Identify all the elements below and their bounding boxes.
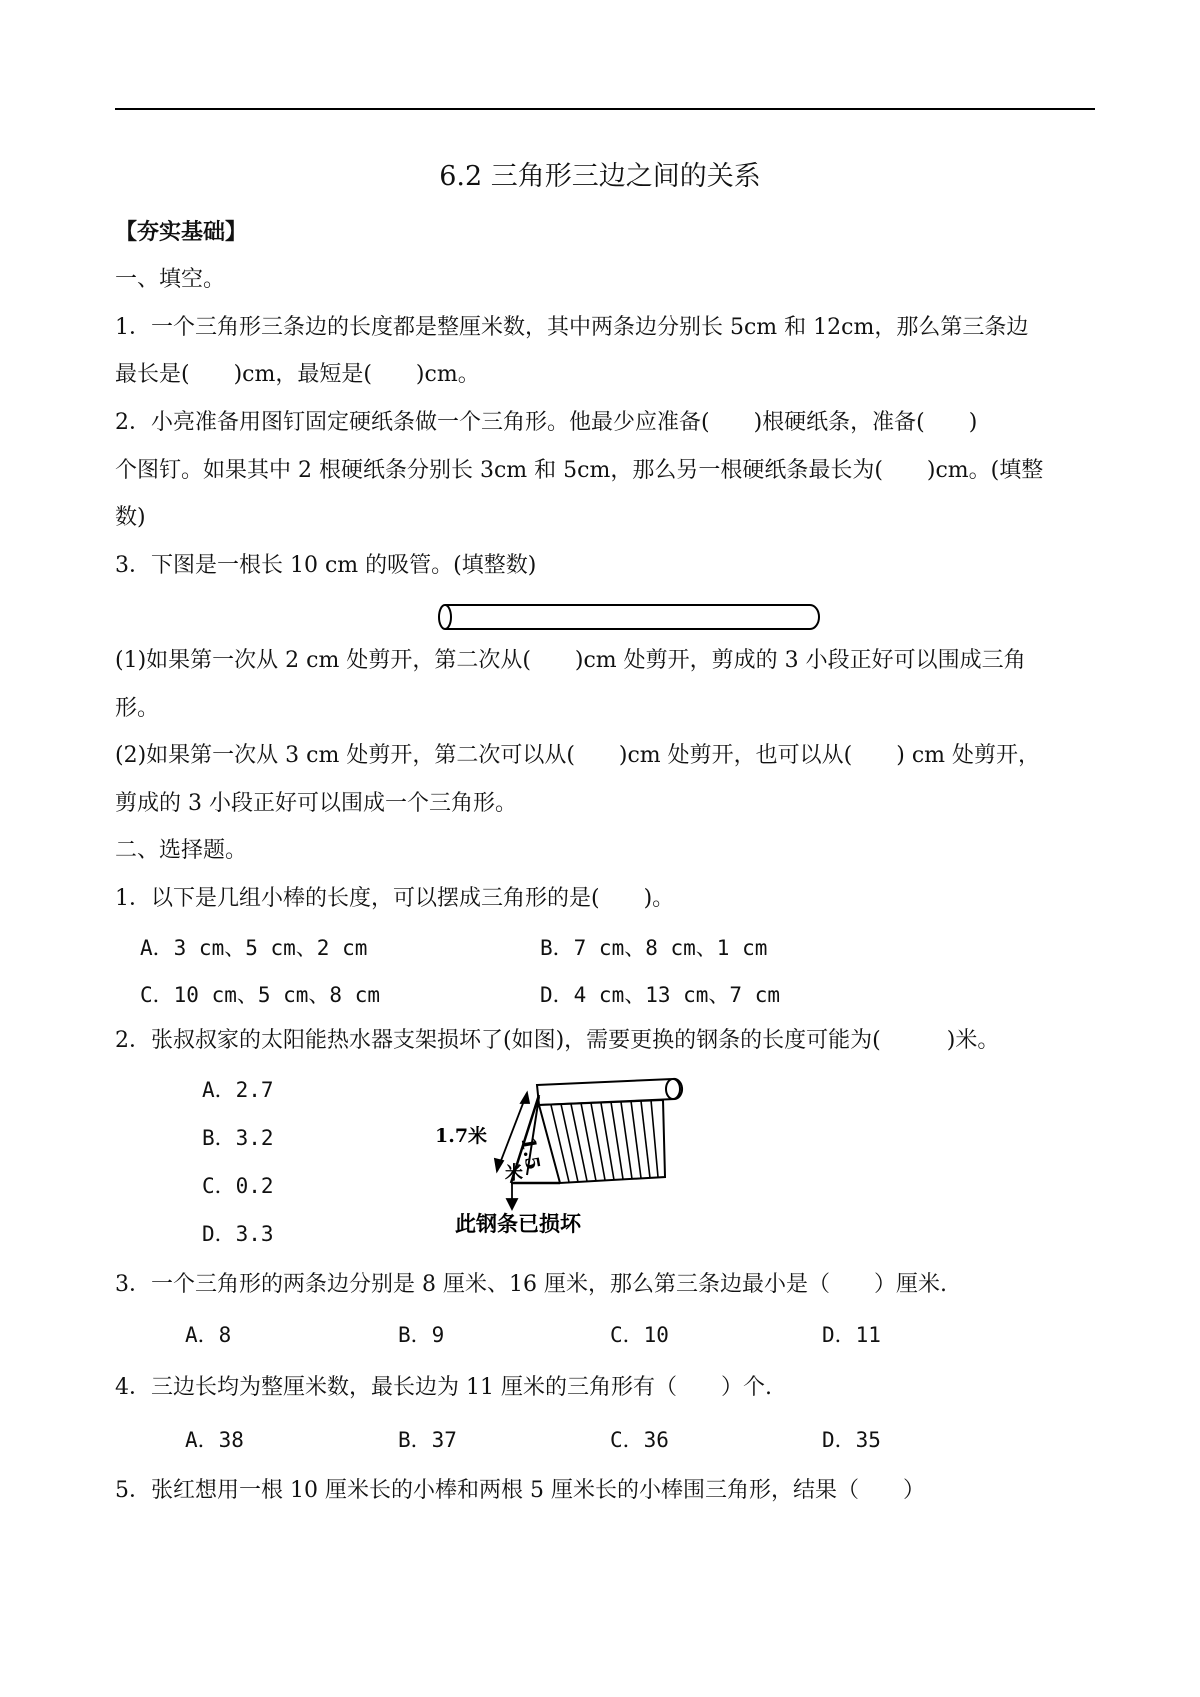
figure-caption: 此钢条已损坏 <box>455 1211 581 1236</box>
straw-figure <box>435 603 820 631</box>
straw-end <box>439 605 451 629</box>
water-heater-figure <box>435 1075 695 1236</box>
p2-q4-option-b[interactable]: B．37 <box>398 1428 457 1452</box>
label-short-bar-number: 1.5 <box>516 1135 544 1172</box>
p2-q3-option-b[interactable]: B．9 <box>398 1323 445 1347</box>
p1-q2-line3: 数) <box>115 505 146 530</box>
p2-q3-text: 3．一个三角形的两条边分别是 8 厘米、16 厘米，那么第三条边最小是（ ）厘米. <box>115 1272 947 1297</box>
p2-q4-option-d[interactable]: D．35 <box>822 1428 881 1452</box>
p2-q2-option-c[interactable]: C．0.2 <box>202 1174 274 1198</box>
label-short-bar-unit: 米 <box>505 1163 523 1184</box>
heater-tank-end <box>666 1079 680 1099</box>
p2-q1-option-c[interactable]: C．10 cm、5 cm、8 cm <box>140 983 381 1007</box>
p2-q1-text: 1．以下是几组小棒的长度，可以摆成三角形的是( )。 <box>115 886 675 911</box>
part2-heading: 二、选择题。 <box>115 838 248 863</box>
p1-q3-sub2-line2: 剪成的 3 小段正好可以围成一个三角形。 <box>115 791 517 816</box>
p1-q1-line1: 1．一个三角形三条边的长度都是整厘米数，其中两条边分别长 5cm 和 12cm，那么第三条边 <box>115 315 1029 340</box>
p2-q3-option-d[interactable]: D．11 <box>822 1323 881 1347</box>
p1-q3-sub1-line1: (1)如果第一次从 2 cm 处剪开，第二次从( )cm 处剪开，剪成的 3 小段正好可以围成三角 <box>115 648 1026 673</box>
part1-heading: 一、填空。 <box>115 267 226 292</box>
p1-q1-line2: 最长是( )cm，最短是( )cm。 <box>115 362 480 387</box>
p1-q2-line1: 2．小亮准备用图钉固定硬纸条做一个三角形。他最少应准备( )根硬纸条，准备( ) <box>115 410 978 435</box>
page-title: 6.2 三角形三边之间的关系 <box>439 161 761 192</box>
p2-q1-option-a[interactable]: A．3 cm、5 cm、2 cm <box>140 936 368 960</box>
section-heading: 【夯实基础】 <box>115 219 248 245</box>
p2-q3-option-c[interactable]: C．10 <box>610 1323 669 1347</box>
p2-q1-option-d[interactable]: D．4 cm、13 cm、7 cm <box>540 983 781 1007</box>
damaged-pointer-arrow <box>507 1183 517 1209</box>
p2-q2-option-a[interactable]: A．2.7 <box>202 1078 274 1102</box>
p2-q2-text: 2．张叔叔家的太阳能热水器支架损坏了(如图)，需要更换的钢条的长度可能为( )米。 <box>115 1028 1000 1053</box>
p1-q3-line1: 3．下图是一根长 10 cm 的吸管。(填整数) <box>115 553 537 578</box>
p2-q4-text: 4．三边长均为整厘米数，最长边为 11 厘米的三角形有（ ）个. <box>115 1375 772 1400</box>
p2-q2-option-b[interactable]: B．3.2 <box>202 1126 274 1150</box>
p2-q5-text: 5．张红想用一根 10 厘米长的小棒和两根 5 厘米长的小棒围三角形，结果（ ） <box>115 1478 925 1503</box>
p2-q4-option-a[interactable]: A．38 <box>185 1428 244 1452</box>
p2-q3-option-a[interactable]: A．8 <box>185 1323 232 1347</box>
label-long-bar: 1.7米 <box>435 1125 488 1147</box>
straw-body <box>445 605 819 629</box>
p1-q3-sub1-line2: 形。 <box>115 696 160 721</box>
header-rule <box>115 108 1095 110</box>
p2-q1-option-b[interactable]: B．7 cm、8 cm、1 cm <box>540 936 768 960</box>
p2-q2-option-d[interactable]: D．3.3 <box>202 1222 274 1246</box>
p1-q3-sub2-line1: (2)如果第一次从 3 cm 处剪开，第二次可以从( )cm 处剪开，也可以从( ) cm 处剪开， <box>115 743 1041 768</box>
p2-q4-option-c[interactable]: C．36 <box>610 1428 669 1452</box>
p1-q2-line2: 个图钉。如果其中 2 根硬纸条分别长 3cm 和 5cm，那么另一根硬纸条最长为( )cm。(填整 <box>115 458 1044 483</box>
